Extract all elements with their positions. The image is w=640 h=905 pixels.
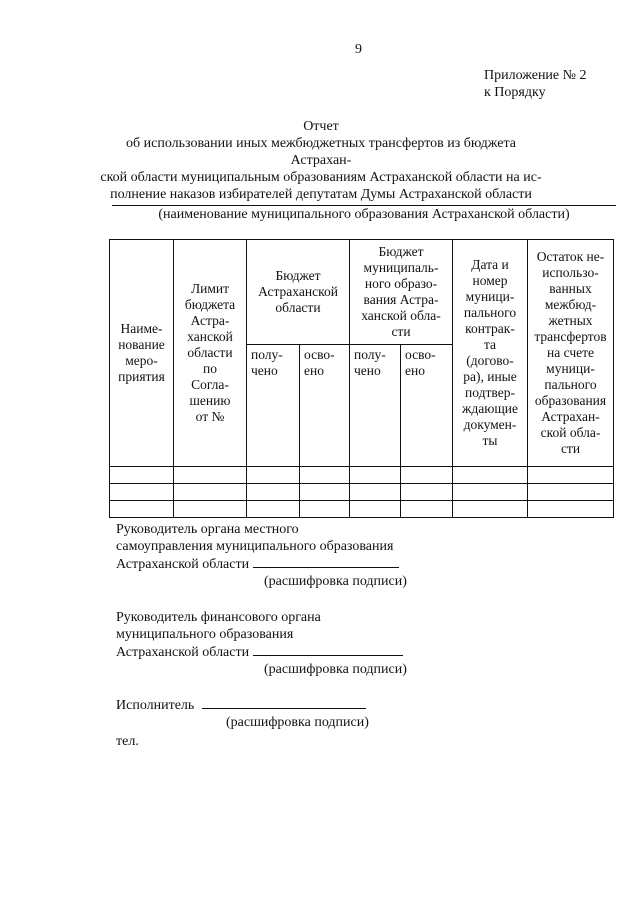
table-cell <box>174 467 247 484</box>
signature-line <box>202 696 366 709</box>
subheader-regional-spent: осво- ено <box>300 345 350 467</box>
signature-block-finance-head <box>116 609 407 678</box>
header-unused-remainder: Остаток не- использо- ванных межбюд- жетных трансфертов на счете муници- пального образования Астрахан- ской обла- сти <box>528 240 614 467</box>
subheader-municipal-spent: осво- ено <box>401 345 453 467</box>
title-heading: Отчет <box>303 119 339 134</box>
table-cell <box>247 467 300 484</box>
header-activity-name: Наиме- нование меро- приятия <box>110 240 174 467</box>
table-cell <box>453 467 528 484</box>
table-cell <box>528 484 614 501</box>
header-budget-limit: Лимит бюджета Астра- ханской области по Согла- шению от № <box>174 240 247 467</box>
table-cell <box>401 484 453 501</box>
table-cell <box>110 467 174 484</box>
appendix-reference <box>484 67 587 101</box>
report-table <box>109 239 614 518</box>
table-cell <box>350 467 401 484</box>
signature-finance-line-1: Руководитель финансового органа <box>116 610 321 625</box>
table-cell <box>110 484 174 501</box>
signature-finance-line-3: Астраханской области <box>116 643 407 661</box>
executor-caption: (расшифровка подписи) <box>226 715 369 730</box>
table-cell <box>401 467 453 484</box>
signature-line <box>253 555 399 568</box>
header-municipal-budget: Бюджет муниципаль- ного образо- вания Астра- ханской обла- сти <box>350 240 453 345</box>
signature-finance-line-2: муниципального образования <box>116 627 294 642</box>
header-regional-budget: Бюджет Астраханской области <box>247 240 350 345</box>
subheader-regional-received: полу- чено <box>247 345 300 467</box>
table-row <box>110 484 614 501</box>
header-contract-date-number: Дата и номер муници- пального контрак- та (догово- ра), иные подтвер- ждающие докумен- ты <box>453 240 528 467</box>
title-line-1: об использовании иных межбюджетных трансфертов из бюджета Астрахан- <box>126 136 516 168</box>
subheader-municipal-received: полу- чено <box>350 345 401 467</box>
table-cell <box>300 501 350 518</box>
executor-phone-label: тел. <box>116 734 139 749</box>
executor-line: Исполнитель <box>116 696 369 714</box>
table-cell <box>401 501 453 518</box>
title-line-2: ской области муниципальным образованиям Астраханской области на ис- <box>100 170 542 185</box>
table-cell <box>528 467 614 484</box>
signature-local-line-1: Руководитель органа местного <box>116 522 299 537</box>
table-cell <box>174 501 247 518</box>
signature-local-caption: (расшифровка подписи) <box>264 574 407 589</box>
signature-block-local-head <box>116 521 407 590</box>
appendix-line-2: к Порядку <box>484 85 546 100</box>
table-cell <box>300 467 350 484</box>
table-row <box>110 501 614 518</box>
signature-local-line-3: Астраханской области <box>116 555 407 573</box>
appendix-line-1: Приложение № 2 <box>484 68 587 83</box>
table-cell <box>350 501 401 518</box>
signature-local-line-2: самоуправления муниципального образования <box>116 539 394 554</box>
signature-finance-caption: (расшифровка подписи) <box>264 662 407 677</box>
table-cell <box>247 484 300 501</box>
table-cell <box>350 484 401 501</box>
table-row <box>110 467 614 484</box>
table-cell <box>247 501 300 518</box>
municipality-caption: (наименование муниципального образования Астраханской области) <box>158 207 570 222</box>
table-cell <box>528 501 614 518</box>
signature-line <box>253 643 403 656</box>
table-cell <box>453 484 528 501</box>
municipality-fill-line <box>112 205 616 206</box>
document-title <box>96 118 546 203</box>
title-line-3: полнение наказов избирателей депутатам Думы Астраханской области <box>110 187 532 202</box>
table-cell <box>110 501 174 518</box>
page-number: 9 <box>355 42 362 57</box>
table-cell <box>174 484 247 501</box>
table-cell <box>300 484 350 501</box>
table-cell <box>453 501 528 518</box>
signature-block-executor <box>116 696 369 750</box>
